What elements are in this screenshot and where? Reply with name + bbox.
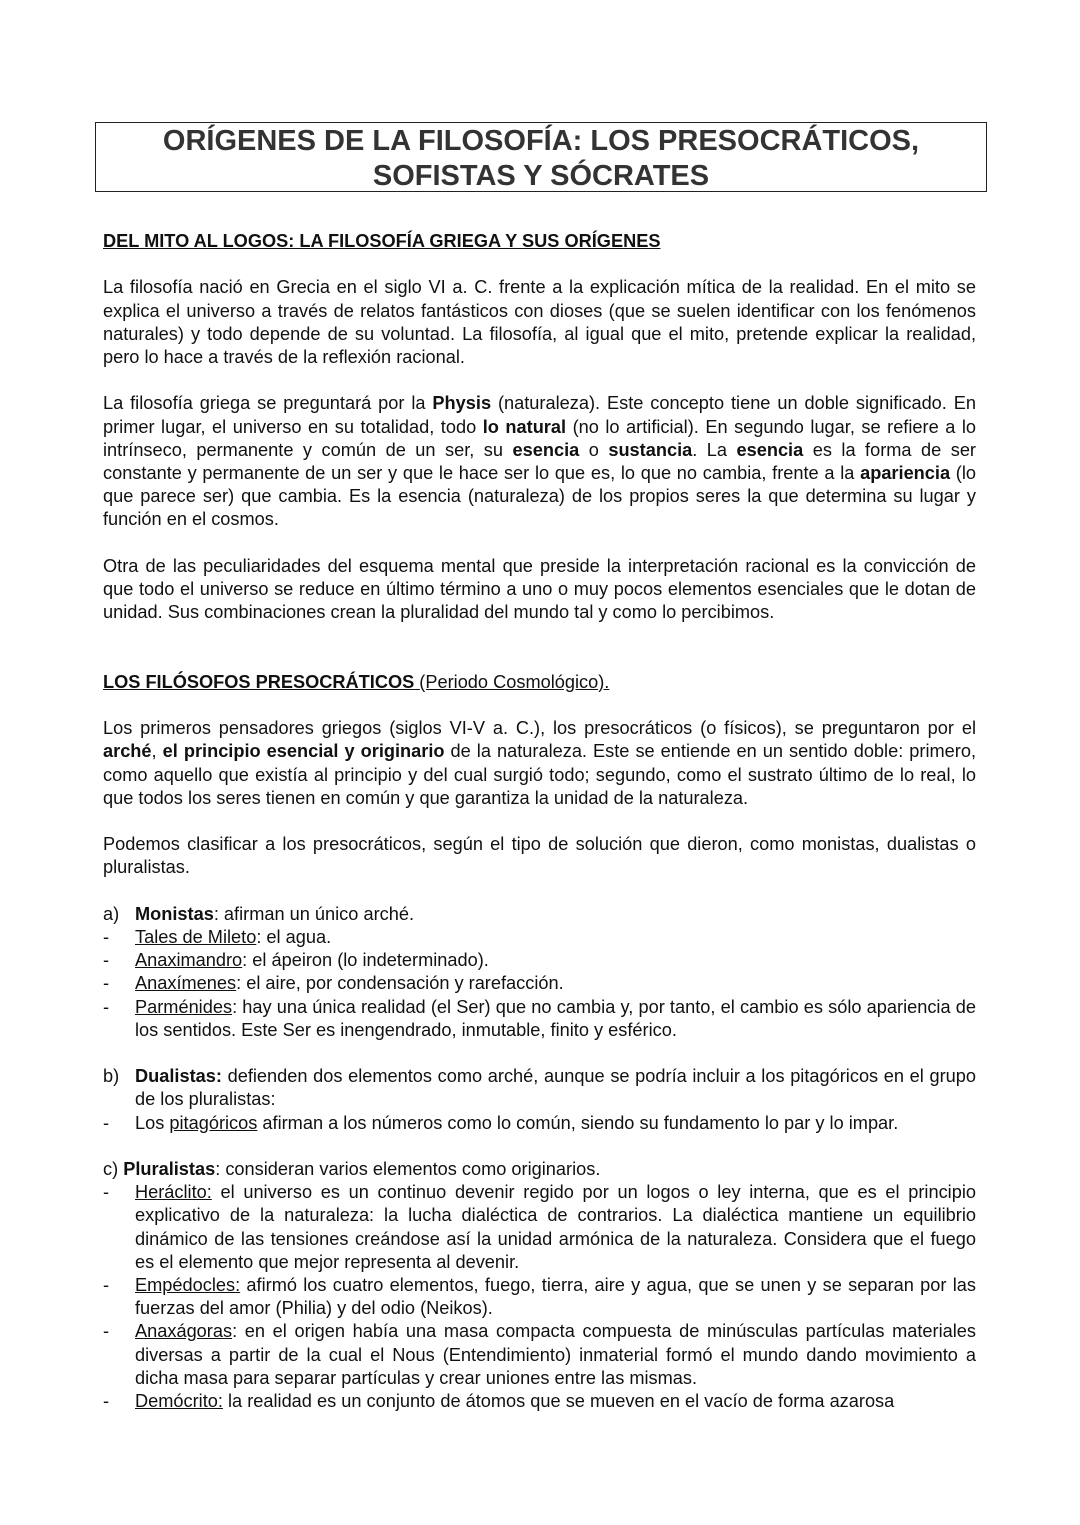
philosopher-name: Parménides	[135, 996, 233, 1017]
heading-note: (Periodo Cosmológico).	[419, 671, 610, 692]
list-marker: -	[103, 1182, 110, 1203]
text-run: de la naturaleza. Este se entiende en un sentido doble: primero, como aquello que existía al principio y del cual surgió todo; segundo, como el sustrato último de lo real, lo que todos los seres tienen en común y que garantiza la unidad de la naturaleza.	[103, 741, 976, 808]
list-item	[103, 1274, 976, 1320]
text-run: : hay una única realidad (el Ser) que no cambia y, por tanto, el cambio es sólo apariencia de los sentidos. Este Ser es inengendrado, inmutable, finito y esférico.	[135, 996, 976, 1040]
section-heading-presocraticos	[103, 671, 976, 694]
classification-lists	[103, 880, 976, 1414]
list-marker: -	[103, 1112, 110, 1133]
philosopher-name: Empédocles:	[135, 1275, 241, 1295]
paragraph	[103, 555, 976, 625]
list-item	[103, 949, 976, 972]
bold-term: Physis	[432, 393, 492, 414]
philosopher-name: Anaxágoras	[135, 1321, 233, 1342]
philosopher-name: Tales de Mileto	[135, 926, 257, 947]
list-item	[103, 1320, 976, 1390]
list-marker: -	[103, 1321, 110, 1342]
text-run: es la forma de ser constante y permanente de un ser y que le hace ser lo que es, lo que no cambia, frente a la	[103, 439, 976, 483]
list-marker: -	[103, 1275, 110, 1295]
section1-paragraphs	[103, 276, 976, 624]
text-run: Otra de las peculiaridades del esquema mental que preside la interpretación racional es la convicción de que todo el universo se reduce en último término a uno o muy pocos elementos esenciales que le dotan de unidad. Sus combinaciones crean la pluralidad del mundo tal y como lo percibimos.	[103, 555, 976, 623]
title-box	[95, 122, 987, 192]
text-run: afirmó los cuatro elementos, fuego, tierra, aire y agua, que se unen y se separan por las fuerzas del amor (Philia) y del odio (Neikos).	[135, 1275, 976, 1319]
text-run: Podemos clasificar a los presocráticos, según el tipo de solución que dieron, como monistas, dualistas o pluralistas.	[103, 834, 976, 878]
bold-term: esencia	[512, 439, 580, 460]
text-run: defienden dos elementos como arché, aunque se podría incluir a los pitagóricos en el grupo de los pluralistas:	[135, 1066, 976, 1110]
list-item	[103, 996, 976, 1042]
list-item	[103, 1390, 976, 1413]
text-run: o	[579, 439, 609, 460]
list-item	[103, 926, 976, 949]
philosopher-name: Anaximandro	[135, 950, 243, 971]
list-marker: -	[103, 1391, 110, 1412]
text-run: Los primeros pensadores griegos (siglos VI-V a. C.), los presocráticos (o físicos), se preguntaron por el	[103, 718, 976, 739]
title-line-1: ORÍGENES DE LA FILOSOFÍA: LOS PRESOCRÁTICOS,	[162, 125, 920, 157]
section2-paragraphs	[103, 717, 976, 879]
text-run: (no lo artificial). En segundo lugar, se refiere a lo intrínseco, permanente y común de un ser, su	[103, 416, 976, 460]
text-run: el universo es un continuo devenir regido por un logos o ley interna, que es el principio explicativo de la naturaleza: la lucha dialéctica de contrarios. La dialéctica mantiene un equilibrio dinámico de las tensiones creándose así la unidad armónica de la naturaleza. Considera que el fuego es el elemento que mejor representa al devenir.	[135, 1182, 976, 1272]
text-run: (lo que parece ser) que cambia. Es la esencia (naturaleza) de los propios seres la que determina su lugar y función en el cosmos.	[103, 463, 977, 530]
list-marker: a)	[103, 903, 120, 924]
bold-term: Pluralistas	[123, 1158, 216, 1179]
list-item	[103, 972, 976, 995]
text-run: c)	[103, 1158, 124, 1179]
title-line-2: SOFISTAS Y SÓCRATES	[372, 160, 710, 192]
text-run: : afirman un único arché.	[213, 903, 414, 924]
list-item	[103, 903, 976, 926]
bold-term: apariencia	[860, 463, 951, 483]
list-marker: -	[103, 950, 110, 971]
text-run: (naturaleza). Este concepto tiene un doble significado. En primer lugar, el universo en su totalidad, todo	[103, 393, 977, 437]
list-marker: -	[103, 996, 110, 1017]
philosopher-name: Demócrito:	[135, 1391, 223, 1412]
text-run: : el agua.	[256, 926, 332, 947]
list-item	[103, 1112, 976, 1135]
list-marker: -	[103, 973, 110, 994]
bold-term: Monistas	[135, 903, 214, 924]
text-run: la realidad es un conjunto de átomos que se mueven en el vacío de forma azarosa	[222, 1391, 895, 1412]
philosopher-name: pitagóricos	[169, 1112, 258, 1133]
bold-term: sustancia	[608, 439, 693, 460]
list-item	[103, 1158, 976, 1181]
text-run: La filosofía nació en Grecia en el siglo VI a. C. frente a la explicación mítica de la realidad. En el mito se explica el universo a través de relatos fantásticos con dioses (que se suelen identificar con los fenómenos naturales) y todo depende de su voluntad. La filosofía, al igual que el mito, pretende explicar la realidad, pero lo hace a través de la reflexión racional.	[103, 277, 976, 367]
philosopher-name: Heráclito:	[135, 1182, 212, 1203]
text-run: afirman a los números como lo común, siendo su fundamento lo par y lo impar.	[257, 1112, 899, 1133]
text-run: Los	[135, 1112, 170, 1133]
bold-term: Dualistas:	[135, 1066, 222, 1087]
list-item	[103, 1065, 976, 1111]
bold-term: el principio esencial y originario	[162, 741, 445, 762]
list-item	[103, 1181, 976, 1274]
philosopher-name: Anaxímenes	[135, 973, 237, 994]
text-run: : el aire, por condensación y rarefacción.	[236, 973, 564, 994]
bold-term: arché	[103, 741, 152, 762]
list-marker: -	[103, 926, 110, 947]
text-run: : en el origen había una masa compacta compuesta de minúsculas partículas materiales diversas a partir de la cual el Nous (Entendimiento) inmaterial formó el mundo dando movimiento a dicha masa para separar partículas y crear uniones entre las mismas.	[135, 1321, 976, 1388]
paragraph	[103, 276, 976, 369]
bold-term: esencia	[736, 439, 804, 460]
section-heading-mito-logos: DEL MITO AL LOGOS: LA FILOSOFÍA GRIEGA Y SUS ORÍGENES	[103, 231, 661, 251]
bold-term: lo natural	[482, 416, 567, 437]
text-run: : consideran varios elementos como originarios.	[215, 1158, 601, 1179]
paragraph	[103, 392, 976, 531]
paragraph	[103, 717, 976, 810]
text-run: . La	[692, 439, 737, 460]
heading-text: LOS FILÓSOFOS PRESOCRÁTICOS	[103, 671, 415, 692]
text-run: ,	[151, 741, 163, 762]
paragraph	[103, 833, 976, 879]
list-marker: b)	[103, 1066, 120, 1087]
text-run: : el ápeiron (lo indeterminado).	[242, 950, 489, 971]
text-run: La filosofía griega se preguntará por la	[103, 393, 433, 414]
document-body	[103, 230, 976, 1413]
